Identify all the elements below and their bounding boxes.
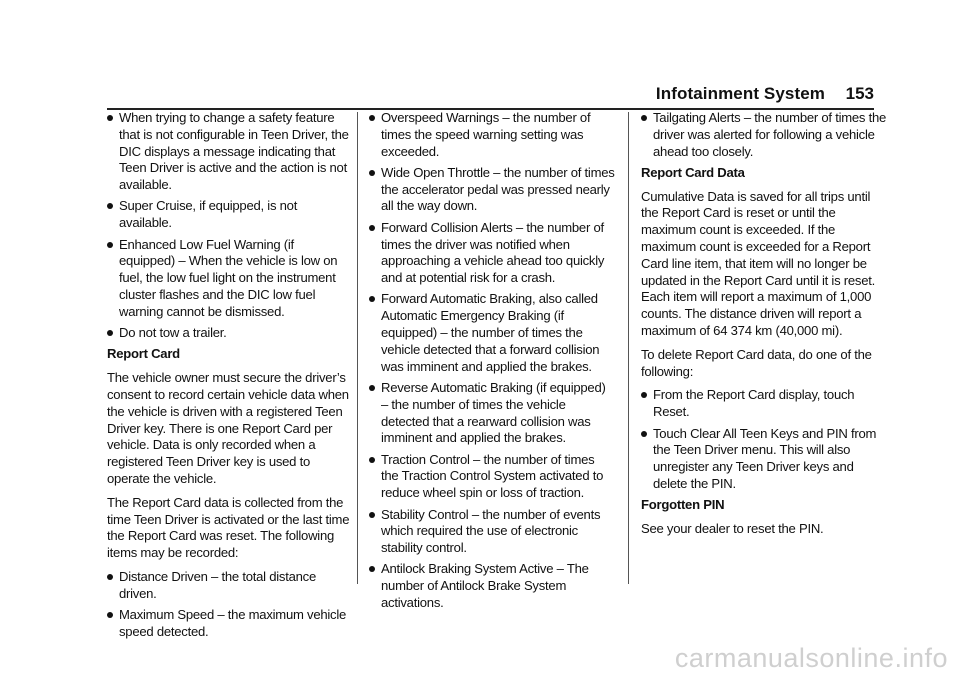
bullet-text: Touch Clear All Teen Keys and PIN from the Teen Driver menu. This will also unregister any Teen Driver keys and delete the PIN. xyxy=(653,425,877,491)
bullet-item xyxy=(107,325,353,342)
bullet-text: Traction Control – the number of times the Traction Control System activated to reduce wheel spin or loss of traction. xyxy=(381,451,604,501)
bullet-text: From the Report Card display, touch Reset. xyxy=(653,387,855,420)
bullet-text: Stability Control – the number of events which required the use of electronic stability control. xyxy=(381,506,601,556)
watermark: carmanualsonline.info xyxy=(674,643,948,673)
bullet-dot-icon xyxy=(107,203,113,209)
bullet-dot-icon xyxy=(107,330,113,336)
bullet-text: Forward Collision Alerts – the number of times the driver was notified when approaching a vehicle ahead too quickly and at potential risk for a crash. xyxy=(381,219,605,286)
bullet-text: Tailgating Alerts – the number of times the driver was alerted for following a vehicle ahead too closely. xyxy=(653,110,887,159)
bullet-dot-icon xyxy=(641,115,647,121)
bullet-dot-icon xyxy=(641,431,647,437)
bullet-dot-icon xyxy=(107,612,113,618)
paragraph: See your dealer to reset the PIN. xyxy=(641,521,824,537)
bullet-dot-icon xyxy=(369,170,375,176)
bullet-text: When trying to change a safety feature that is not configurable in Teen Driver, the DIC displays a message indicating that Teen Driver is active and the action is not available. xyxy=(119,110,349,193)
bullet-dot-icon xyxy=(369,457,375,463)
paragraph: The Report Card data is collected from the time Teen Driver is activated or the last time the Report Card was reset. The following items may be recorded: xyxy=(107,494,350,561)
bullet-item xyxy=(107,569,353,603)
bullet-dot-icon xyxy=(369,115,375,121)
text-column-3 xyxy=(641,110,887,545)
bullet-item xyxy=(641,387,887,421)
bullet-item xyxy=(107,110,353,194)
paragraph: Cumulative Data is saved for all trips until the Report Card is reset or until the maximum count is exceeded. If the maximum count is exceeded for a Report Card line item, that item will no longer be updated in the Report Card until it is reset. Each item will report a maximum of 1,000 counts. The distance driven will report a maximum of 64 374 km (40,000 mi). xyxy=(641,188,876,339)
paragraph: The vehicle owner must secure the driver’s consent to record certain vehicle data when the vehicle is driven with a registered Teen Driver key. There is one Report Card per vehicle. Data is only recorded when a registered Teen Driver key is used to operate the vehicle. xyxy=(107,370,349,486)
bullet-item xyxy=(369,380,615,447)
bullet-text: Distance Driven – the total distance driven. xyxy=(119,568,316,601)
bullet-dot-icon xyxy=(641,392,647,398)
column-divider xyxy=(357,112,358,584)
subheading: Report Card Data xyxy=(641,164,745,180)
column-divider xyxy=(628,112,629,584)
bullet-text: Maximum Speed – the maximum vehicle speed detected. xyxy=(119,607,347,639)
page-header xyxy=(0,80,960,108)
bullet-text: Do not tow a trailer. xyxy=(119,325,227,341)
bullet-text: Overspeed Warnings – the number of times the speed warning setting was exceeded. xyxy=(381,110,591,159)
bullet-item xyxy=(369,110,615,160)
bullet-item xyxy=(369,561,615,611)
bullet-dot-icon xyxy=(107,115,113,121)
bullet-item xyxy=(641,426,887,493)
subheading: Forgotten PIN xyxy=(641,497,725,513)
bullet-dot-icon xyxy=(107,242,113,248)
paragraph: To delete Report Card data, do one of the following: xyxy=(641,346,872,379)
bullet-text: Wide Open Throttle – the number of times the accelerator pedal was pressed nearly all the way down. xyxy=(381,164,615,214)
bullet-item xyxy=(369,507,615,557)
bullet-item xyxy=(369,291,615,375)
section-title: Infotainment System xyxy=(655,84,825,103)
bullet-dot-icon xyxy=(369,566,375,572)
bullet-item xyxy=(369,220,615,287)
bullet-dot-icon xyxy=(369,296,375,302)
bullet-item xyxy=(107,607,353,641)
bullet-text: Forward Automatic Braking, also called Automatic Emergency Braking (if equipped) – the number of times the vehicle detected that a forward collision was imminent and applied the brakes. xyxy=(381,291,600,374)
bullet-text: Reverse Automatic Braking (if equipped) – the number of times the vehicle detected that a rearward collision was imminent and applied the brakes. xyxy=(381,379,606,446)
text-column-2 xyxy=(369,110,615,616)
bullet-item xyxy=(107,198,353,232)
bullet-dot-icon xyxy=(107,574,113,580)
subheading: Report Card xyxy=(107,346,180,362)
bullet-text: Antilock Braking System Active – The number of Antilock Brake System activations. xyxy=(381,561,589,611)
bullet-item xyxy=(107,237,353,321)
bullet-dot-icon xyxy=(369,385,375,391)
bullet-text: Super Cruise, if equipped, is not available. xyxy=(119,198,298,231)
bullet-item xyxy=(369,165,615,215)
page-number: 153 xyxy=(845,84,874,103)
bullet-text: Enhanced Low Fuel Warning (if equipped) – When the vehicle is low on fuel, the low fuel light on the instrument cluster flashes and the DIC low fuel warning cannot be dismissed. xyxy=(119,236,338,319)
bullet-dot-icon xyxy=(369,512,375,518)
bullet-item xyxy=(369,452,615,502)
bullet-item xyxy=(641,110,887,160)
text-column-1 xyxy=(107,110,353,645)
bullet-dot-icon xyxy=(369,225,375,231)
